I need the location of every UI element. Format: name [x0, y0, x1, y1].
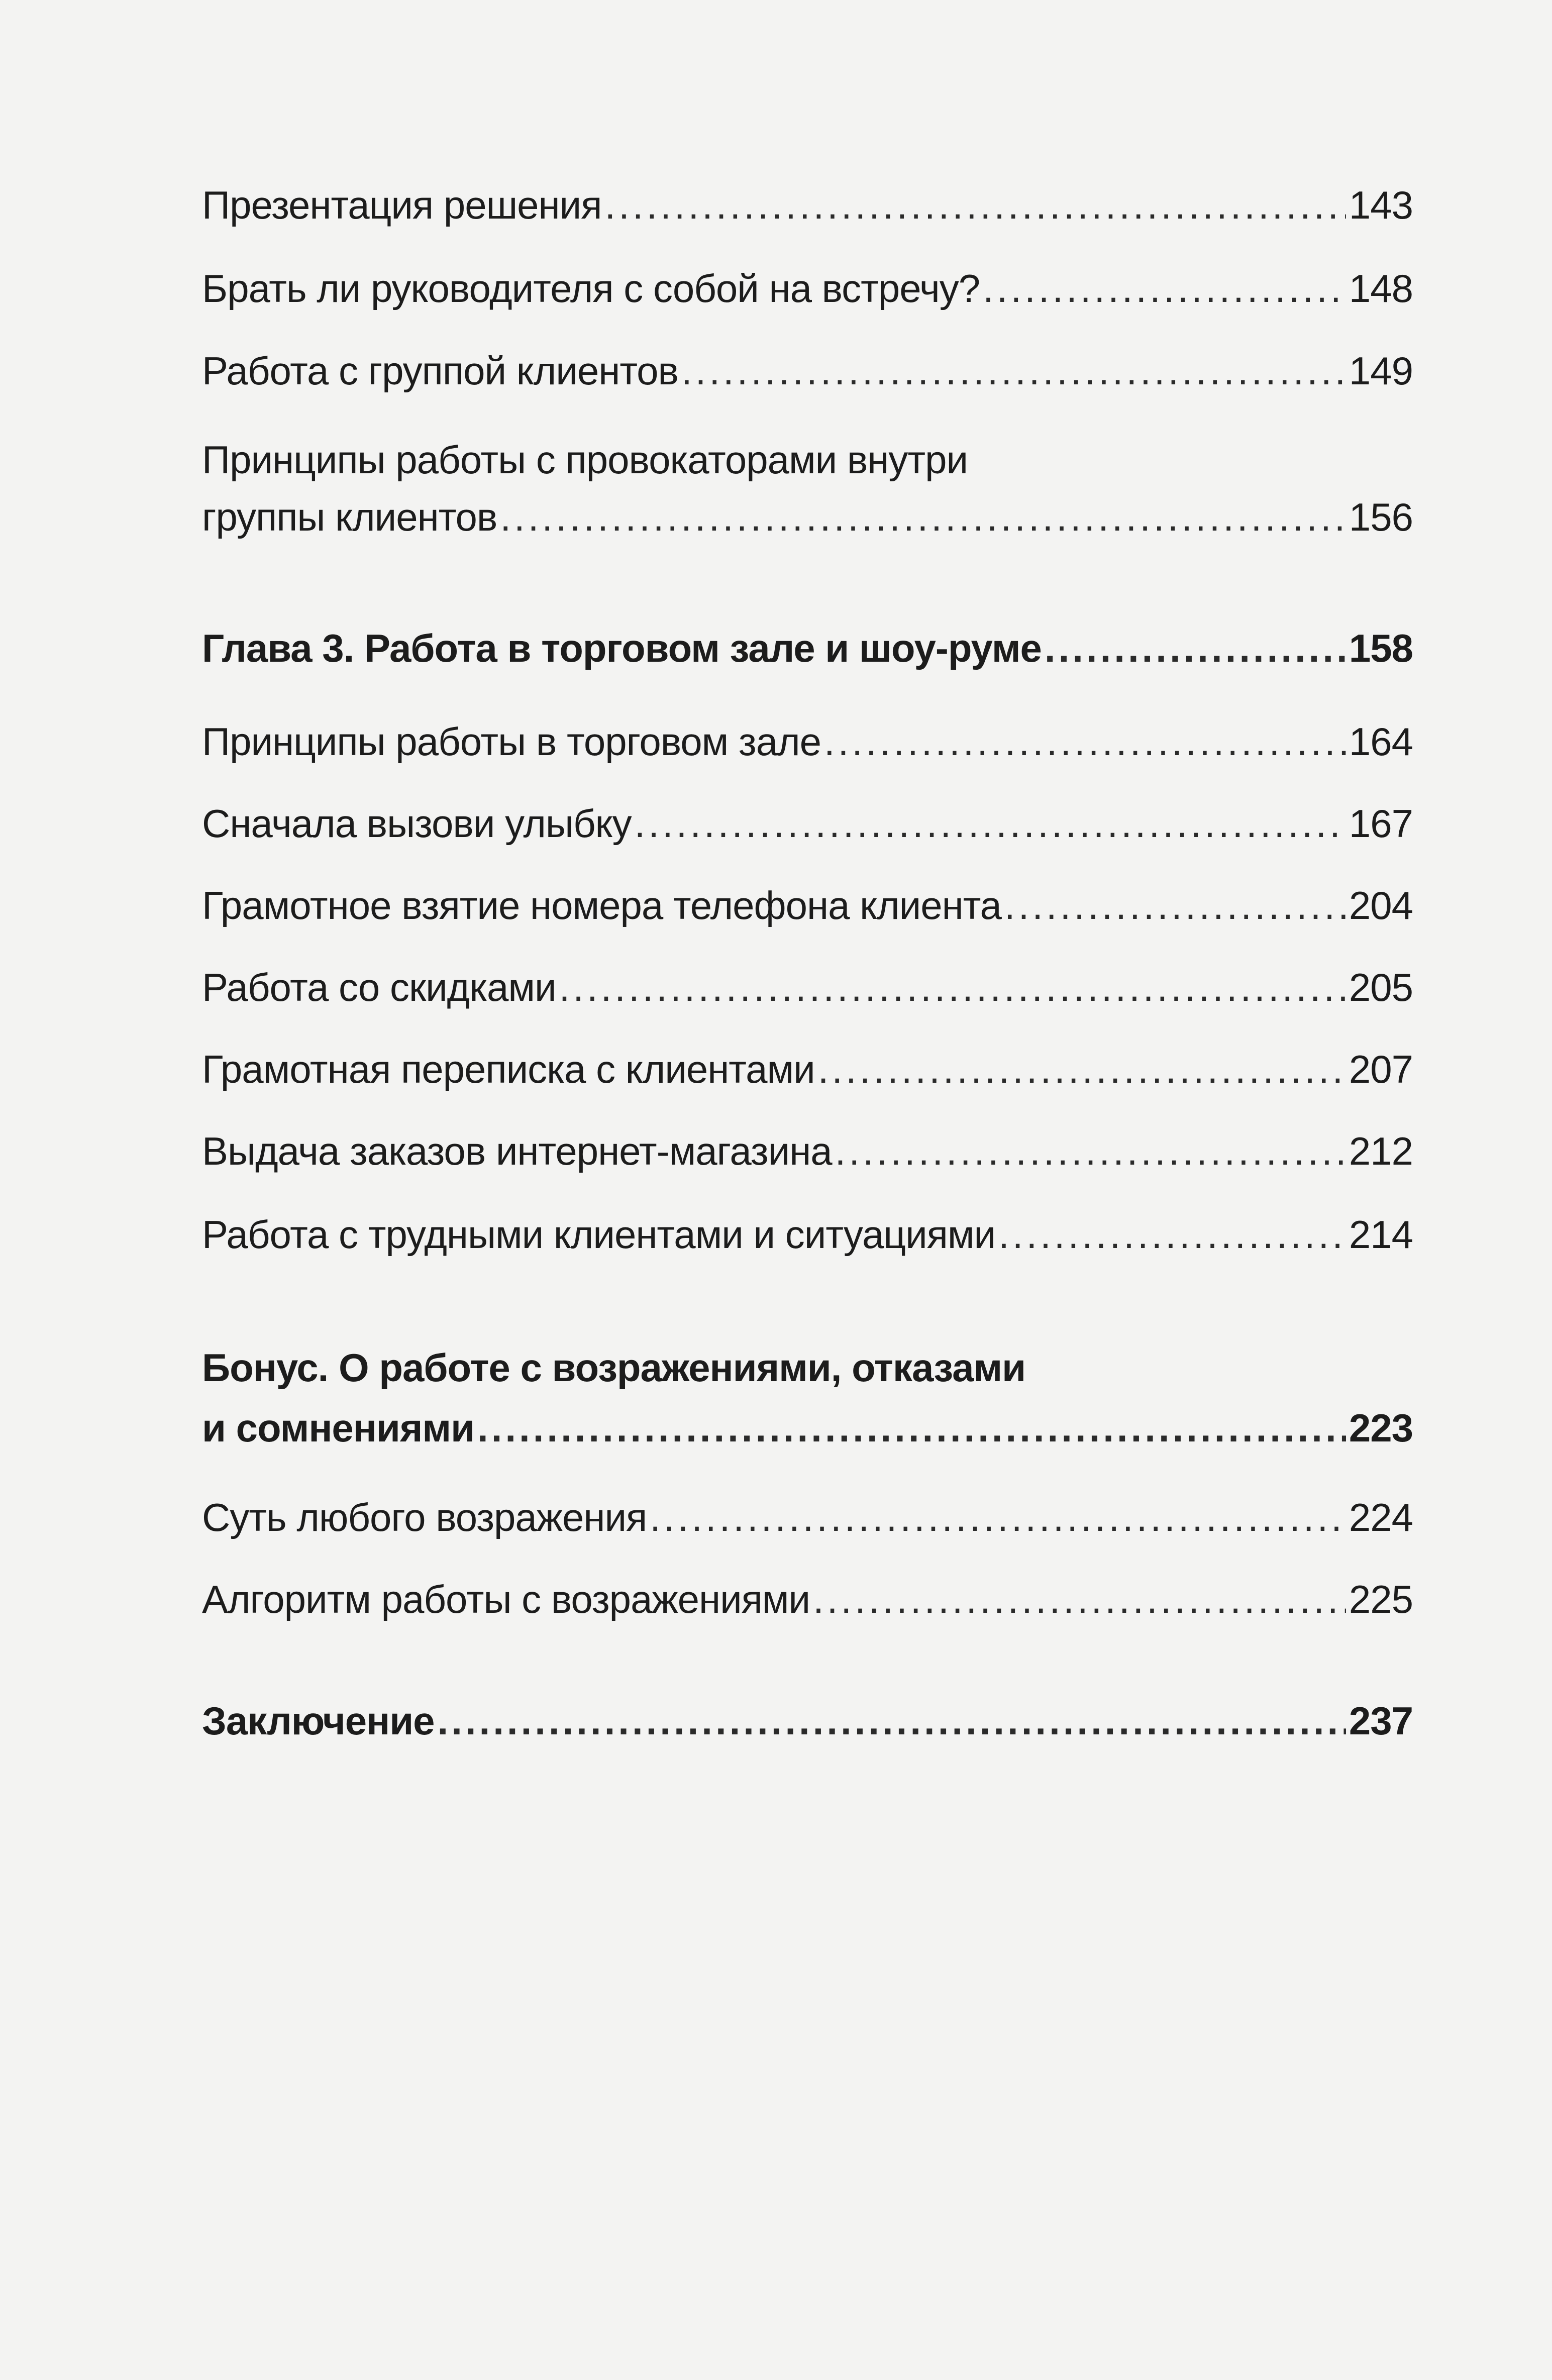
dot-leader [824, 717, 1346, 766]
dot-leader [1004, 881, 1346, 929]
toc-chapter [202, 1697, 1413, 1745]
toc-entry [202, 717, 1413, 766]
toc-title: Презентация решения [202, 183, 602, 227]
toc-page: 149 [1349, 349, 1413, 393]
toc-entry [202, 881, 1413, 929]
toc-title: Выдача заказов интернет-магазина [202, 1129, 832, 1173]
toc-entry [202, 1127, 1413, 1175]
toc-title: Грамотное взятие номера телефона клиента [202, 883, 1001, 927]
dot-leader [635, 799, 1346, 848]
dot-leader [818, 1045, 1346, 1093]
toc-page: 156 [1349, 495, 1413, 539]
toc-entry [202, 1575, 1413, 1623]
dot-leader [1045, 624, 1346, 672]
dot-leader [813, 1575, 1346, 1623]
toc-page: 223 [1349, 1406, 1413, 1450]
toc-title: Работа со скидками [202, 965, 556, 1009]
toc-page: 237 [1349, 1699, 1413, 1743]
toc-page: 225 [1349, 1577, 1413, 1621]
toc-entry [202, 963, 1413, 1011]
toc-page: 212 [1349, 1129, 1413, 1173]
toc-title: группы клиентов [202, 495, 497, 539]
toc-title: Работа с трудными клиентами и ситуациями [202, 1212, 996, 1257]
toc-title: Глава 3. Работа в торговом зале и шоу-руме [202, 626, 1042, 670]
toc-chapter [202, 1337, 1413, 1458]
toc-page: 224 [1349, 1495, 1413, 1539]
toc-title: Работа с группой клиентов [202, 349, 678, 393]
dot-leader [835, 1127, 1346, 1175]
toc-title: Суть любого возражения [202, 1495, 647, 1539]
toc-entry [202, 1210, 1413, 1259]
dot-leader [650, 1493, 1346, 1541]
dot-leader [559, 963, 1346, 1011]
dot-leader [438, 1697, 1346, 1745]
toc-page: 205 [1349, 965, 1413, 1009]
toc-page: 167 [1349, 801, 1413, 846]
toc-page: 204 [1349, 883, 1413, 927]
toc-page: 158 [1349, 626, 1413, 670]
toc-title: Грамотная переписка с клиентами [202, 1047, 815, 1091]
dot-leader [681, 347, 1346, 395]
toc-page: 164 [1349, 719, 1413, 764]
dot-leader [477, 1398, 1346, 1458]
toc-chapter [202, 624, 1413, 672]
toc-title: Алгоритм работы с возражениями [202, 1577, 810, 1621]
dot-leader [500, 488, 1346, 546]
toc-title-line1: Принципы работы с провокаторами внутри [202, 438, 968, 482]
toc-page: 143 [1349, 183, 1413, 227]
toc-title: Сначала вызови улыбку [202, 801, 632, 846]
toc-entry [202, 264, 1413, 313]
toc-page: 207 [1349, 1047, 1413, 1091]
dot-leader [604, 181, 1346, 229]
toc-entry [202, 1493, 1413, 1541]
toc-title: Заключение [202, 1699, 435, 1743]
toc-entry [202, 347, 1413, 395]
toc-page: 214 [1349, 1212, 1413, 1257]
toc-entry [202, 1045, 1413, 1093]
toc-entry [202, 431, 1413, 546]
dot-leader [998, 1210, 1346, 1259]
dot-leader [983, 264, 1346, 313]
toc-entry [202, 799, 1413, 848]
toc-title: Принципы работы в торговом зале [202, 719, 821, 764]
toc-title-line1: Бонус. О работе с возражениями, отказами [202, 1346, 1026, 1390]
toc-title: Брать ли руководителя с собой на встречу? [202, 266, 980, 311]
toc-title: и сомнениями [202, 1406, 475, 1450]
toc-entry [202, 181, 1413, 229]
toc-page: 148 [1349, 266, 1413, 311]
